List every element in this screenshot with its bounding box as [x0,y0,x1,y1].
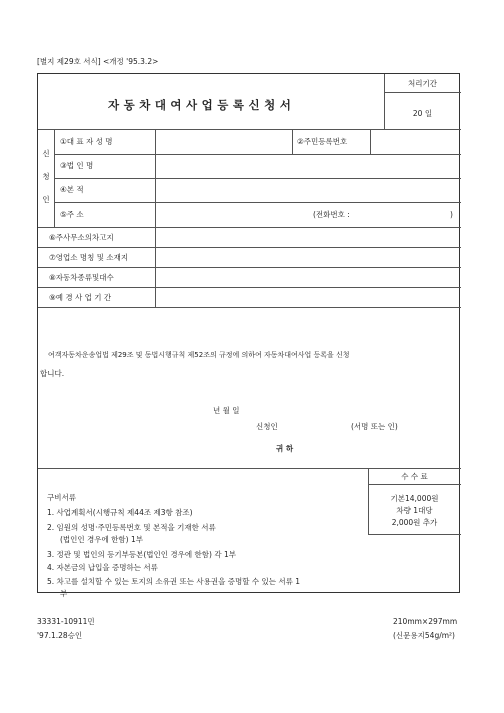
phone-label: (전화번호 : [313,210,350,219]
statement-line-2: 합니다. [40,369,65,378]
document-item-5-cont: 부 [60,589,68,598]
document-item-3: 3. 정관 및 법인의 등기부등본(법인인 경우에 한함) 각 1부 [47,550,236,559]
footer-paper-type: (신문용지54g/m²) [393,631,455,640]
business-period-input[interactable] [158,289,458,305]
fee-line-1: 기본14,000원 [390,494,439,503]
business-period-label: ⑨예 경 사 업 기 간 [49,293,112,302]
footer-paper-size: 210mm×297mm [393,617,458,626]
form-number: [별지 제29호 서식] <개정 '95.3.2> [37,57,159,66]
application-date: 년 월 일 [213,406,240,415]
applicant-sign-label: 신청인 [256,422,278,431]
addressee: 귀 하 [276,444,294,453]
representative-name-label: ①대 표 자 성 명 [60,137,113,146]
document-item-2: 2. 임원의 성명·주민등록번호 및 본적을 기재한 서류 [47,523,216,532]
footer-form-code: 33331-10911민 [37,617,95,626]
processing-period-label: 처리기간 [408,79,437,88]
document-item-1: 1. 사업계획서(시행규칙 제44조 제3항 참조) [47,508,193,517]
address-input[interactable] [158,204,308,224]
footer-approval: '97.1.28승인 [37,631,83,640]
applicant-side-3: 인 [42,195,50,204]
form-title: 자동차대여사업등록신청서 [108,98,296,112]
resident-number-label: ②주민등록번호 [297,137,348,146]
representative-name-input[interactable] [158,131,290,152]
phone-close: ) [450,210,453,219]
address-label: ⑤주 소 [60,210,84,219]
registered-domicile-input[interactable] [158,180,458,200]
resident-number-input[interactable] [373,131,458,152]
applicant-side-2: 청 [42,172,50,181]
phone-input[interactable] [368,204,448,224]
fee-line-2: 차량 1대당 [396,506,433,515]
corporation-name-input[interactable] [158,156,458,176]
document-item-5: 5. 차고를 설치할 수 있는 토지의 소유권 또는 사용권을 증명할 수 있는 서류 1 [47,577,301,586]
document-item-2-cont: (법인인 경우에 한함) 1부 [60,535,143,544]
document-item-4: 4. 자본금의 납입을 증명하는 서류 [47,563,158,572]
fee-line-3: 2,000원 추가 [391,518,438,527]
garage-input[interactable] [158,229,458,245]
applicant-side-1: 신 [42,149,50,158]
office-label: ⑦영업소 명칭 및 소재지 [49,253,129,262]
signature-placeholder: (서명 또는 인) [351,422,398,431]
registered-domicile-label: ④본 적 [60,185,84,194]
corporation-name-label: ③법 인 명 [60,161,94,170]
application-form [37,73,460,598]
documents-heading: 구비서류 [47,493,76,502]
garage-label: ⑥주사무소의차고지 [49,233,114,242]
office-input[interactable] [158,249,458,265]
statement-line-1: 여객자동차운송업법 제29조 및 동법시행규칙 제52조의 규정에 의하여 자동차대여사업 등록을 신청 [48,351,350,359]
fee-label: 수 수 료 [401,472,428,481]
vehicle-type-label: ⑧자동차종류및대수 [49,273,114,282]
vehicle-type-input[interactable] [158,269,458,285]
processing-period-value: 20 일 [412,109,433,118]
